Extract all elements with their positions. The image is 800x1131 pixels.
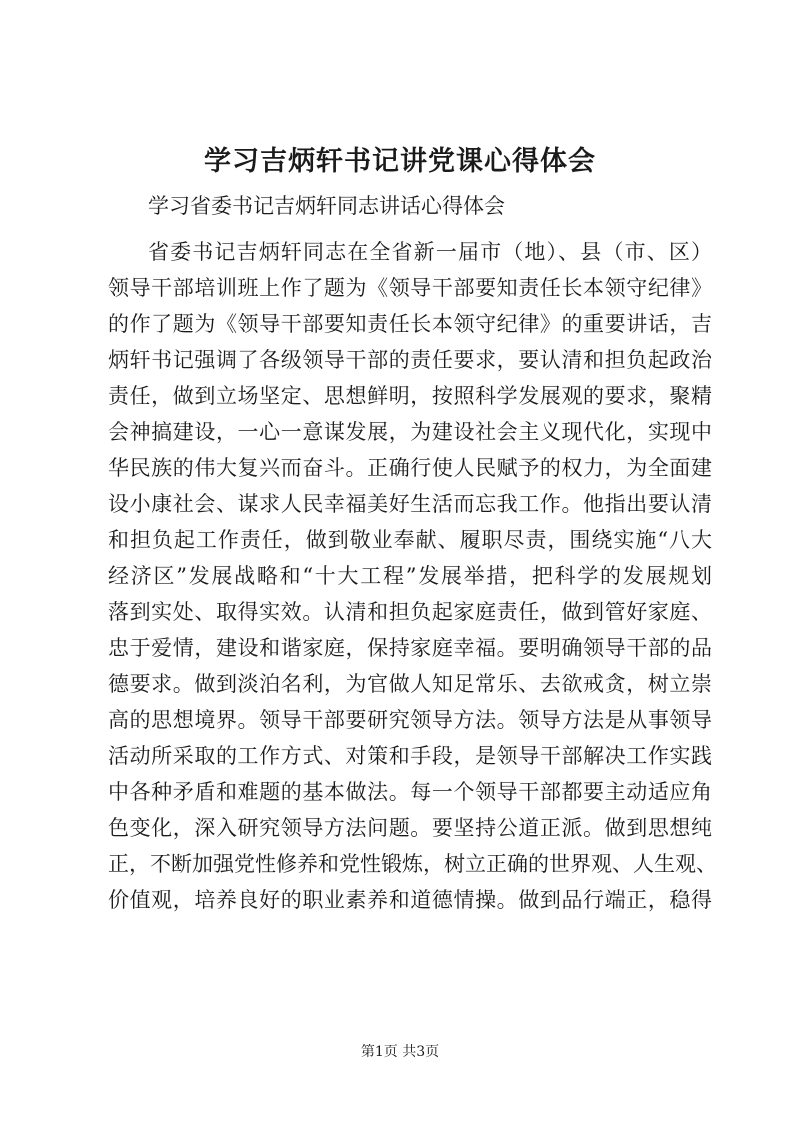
body-line: 经济区”发展战略和“十大工程”发展举措，把科学的发展规划	[108, 564, 712, 588]
body-line: 责任，做到立场坚定、思想鲜明，按照科学发展观的要求，聚精	[108, 384, 712, 408]
body-line: 领导干部培训班上作了题为《领导干部要知责任长本领守纪律》	[108, 276, 712, 300]
body-line: 和担负起工作责任，做到敬业奉献、履职尽责，围绕实施“八大	[108, 528, 712, 552]
body-line: 正，不断加强党性修养和党性锻炼，树立正确的世界观、人生观、	[108, 852, 717, 876]
body-line: 德要求。做到淡泊名利，为官做人知足常乐、去欲戒贪，树立崇	[108, 672, 712, 696]
body-line: 华民族的伟大复兴而奋斗。正确行使人民赋予的权力，为全面建	[108, 456, 712, 480]
body-line: 会神搞建设，一心一意谋发展，为建设社会主义现代化，实现中	[108, 420, 712, 444]
body-line: 色变化，深入研究领导方法问题。要坚持公道正派。做到思想纯	[108, 816, 712, 840]
body-line: 中各种矛盾和难题的基本做法。每一个领导干部都要主动适应角	[108, 780, 712, 804]
body-line: 忠于爱情，建设和谐家庭，保持家庭幸福。要明确领导干部的品	[108, 636, 712, 660]
document-subtitle: 学习省委书记吉炳轩同志讲话心得体会	[148, 194, 505, 218]
page-number-footer: 第1页 共3页	[360, 1044, 440, 1060]
body-line: 省委书记吉炳轩同志在全省新一届市（地）、县（市、区）	[148, 240, 712, 264]
document-title: 学习吉炳轩书记讲党课心得体会	[204, 146, 596, 177]
body-line: 活动所采取的工作方式、对策和手段，是领导干部解决工作实践	[108, 744, 712, 768]
body-line: 的作了题为《领导干部要知责任长本领守纪律》的重要讲话，吉	[108, 312, 712, 336]
body-line: 价值观，培养良好的职业素养和道德情操。做到品行端正，稳得	[108, 888, 712, 912]
body-line: 高的思想境界。领导干部要研究领导方法。领导方法是从事领导	[108, 708, 712, 732]
body-line: 落到实处、取得实效。认清和担负起家庭责任，做到管好家庭、	[108, 600, 712, 624]
body-line: 炳轩书记强调了各级领导干部的责任要求，要认清和担负起政治	[108, 348, 712, 372]
body-line: 设小康社会、谋求人民幸福美好生活而忘我工作。他指出要认清	[108, 492, 712, 516]
